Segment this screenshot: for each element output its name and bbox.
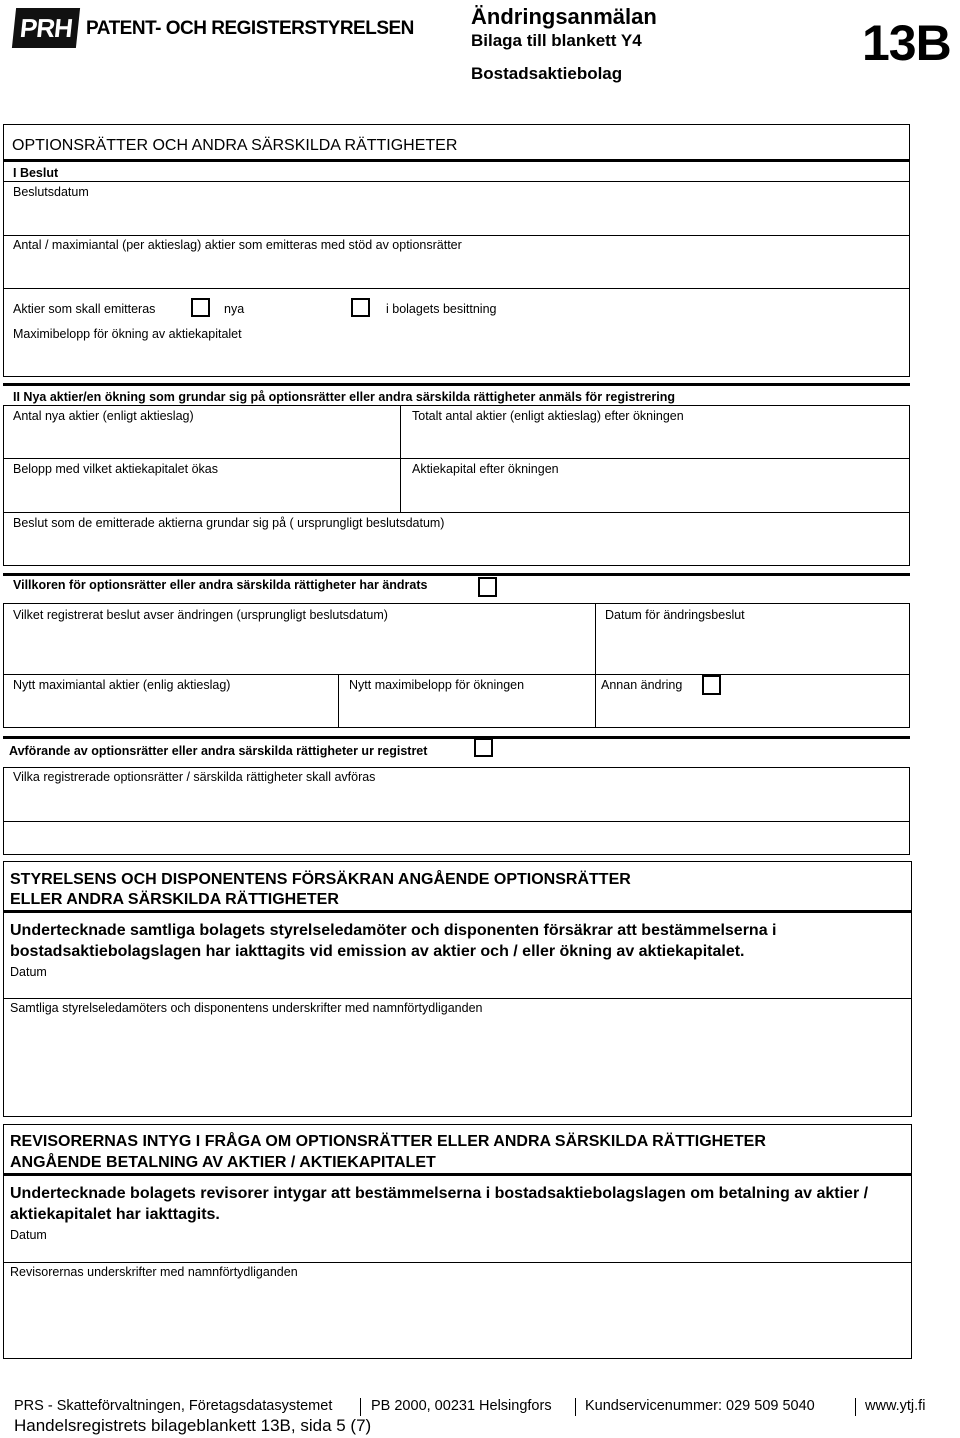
- prh-logo-mark: PRH: [12, 8, 80, 48]
- max-capital-label: Maximibelopp för ökning av aktiekapitalet: [13, 327, 242, 341]
- new-shares-frame: [3, 405, 910, 566]
- divider: [3, 573, 910, 576]
- divider: [595, 603, 596, 728]
- new-max-amount-label: Nytt maximibelopp för ökningen: [349, 678, 525, 692]
- divider: [3, 383, 910, 386]
- footer-separator: [855, 1398, 856, 1416]
- divider: [3, 512, 910, 513]
- decision-date-label: Beslutsdatum: [13, 185, 89, 199]
- decision-heading: I Beslut: [13, 166, 59, 180]
- auditors-signatures-label: Revisorernas underskrifter med namnförtydliganden: [10, 1265, 298, 1279]
- increase-amount-label: Belopp med vilket aktiekapitalet ökas: [13, 462, 218, 476]
- changes-heading: Villkoren för optionsrätter eller andra särskilda rättigheter har ändrats: [13, 578, 428, 592]
- prh-logo: [14, 6, 414, 52]
- shares-issued-label: Aktier som skall emitteras: [13, 302, 156, 316]
- company-owned-checkbox[interactable]: [351, 298, 370, 317]
- removal-which-label: Vilka registrerade optionsrätter / särskilda rättigheter skall avföras: [13, 770, 376, 784]
- form-title: Ändringsanmälan: [471, 4, 657, 29]
- board-signatures-label: Samtliga styrelseledamöters och disponentens underskrifter med namnförtydliganden: [10, 1001, 483, 1015]
- new-shares-heading: II Nya aktier/en ökning som grundar sig på optionsrätter eller andra särskilda rättigheter anmäls för registrering: [13, 390, 675, 404]
- footer-phone: Kundservicenummer: 029 509 5040: [585, 1398, 815, 1414]
- divider: [3, 998, 912, 999]
- new-max-shares-label: Nytt maximiantal aktier (enlig aktieslag): [13, 678, 231, 692]
- registered-decision-label: Vilket registrerat beslut avser ändringen (ursprungligt beslutsdatum): [13, 608, 388, 622]
- divider: [3, 1173, 912, 1176]
- form-code: 13B: [862, 15, 951, 71]
- change-date-label: Datum för ändringsbeslut: [605, 608, 745, 622]
- form-subtitle: Bilaga till blankett Y4: [471, 31, 642, 50]
- new-label: nya: [224, 302, 245, 316]
- divider: [3, 159, 910, 162]
- other-change-checkbox[interactable]: [702, 675, 721, 695]
- divider: [3, 1262, 912, 1263]
- footer-address: PB 2000, 00231 Helsingfors: [371, 1398, 552, 1414]
- footer-org: PRS - Skatteförvaltningen, Företagsdatasystemet: [14, 1398, 333, 1414]
- options-section-title: OPTIONSRÄTTER OCH ANDRA SÄRSKILDA RÄTTIGHETER: [12, 137, 458, 154]
- new-share-count-label: Antal nya aktier (enligt aktieslag): [13, 409, 194, 423]
- new-shares-checkbox[interactable]: [191, 298, 210, 317]
- footer-separator: [575, 1398, 576, 1416]
- terms-changed-checkbox[interactable]: [478, 577, 497, 597]
- auditors-statement: Undertecknade bolagets revisorer intygar att bestämmelserna i bostadsaktiebolagslagen om betalning av aktier / aktiekapitalet har iakttagits.: [10, 1185, 869, 1223]
- footer-web-link[interactable]: www.ytj.fi: [865, 1398, 926, 1414]
- removal-checkbox[interactable]: [474, 738, 493, 757]
- auditors-date-label: Datum: [10, 1228, 47, 1242]
- auditors-title-line1: REVISORERNAS INTYG I FRÅGA OM OPTIONSRÄTTER ELLER ANDRA SÄRSKILDA RÄTTIGHETER: [10, 1133, 766, 1150]
- company-type: Bostadsaktiebolag: [471, 64, 623, 83]
- basis-decision-label: Beslut som de emitterade aktierna grundar sig på ( ursprungligt beslutsdatum): [13, 516, 445, 530]
- capital-after-label: Aktiekapital efter ökningen: [412, 462, 559, 476]
- prh-logo-text: PATENT- OCH REGISTERSTYRELSEN: [86, 18, 414, 39]
- other-change-label: Annan ändring: [601, 678, 683, 692]
- divider: [3, 674, 910, 675]
- total-shares-label: Totalt antal aktier (enligt aktieslag) efter ökningen: [412, 409, 684, 423]
- footer-separator: [360, 1398, 361, 1416]
- divider: [3, 736, 910, 739]
- board-title-line1: STYRELSENS OCH DISPONENTENS FÖRSÄKRAN ANGÅENDE OPTIONSRÄTTER: [10, 871, 631, 888]
- board-title-line2: ELLER ANDRA SÄRSKILDA RÄTTIGHETER: [10, 891, 339, 908]
- max-shares-label: Antal / maximiantal (per aktieslag) aktier som emitteras med stöd av optionsrätter: [13, 238, 462, 252]
- divider: [3, 181, 910, 182]
- divider: [3, 910, 912, 913]
- auditors-title-line2: ANGÅENDE BETALNING AV AKTIER / AKTIEKAPITALET: [10, 1154, 436, 1171]
- divider: [3, 821, 910, 822]
- company-owned-label: i bolagets besittning: [386, 302, 497, 316]
- divider: [338, 674, 339, 728]
- removal-heading: Avförande av optionsrätter eller andra särskilda rättigheter ur registret: [9, 744, 428, 758]
- board-date-label: Datum: [10, 965, 47, 979]
- divider: [3, 235, 910, 236]
- footer-page-label: Handelsregistrets bilageblankett 13B, sida 5 (7): [14, 1416, 372, 1435]
- divider: [3, 288, 910, 289]
- board-statement: Undertecknade samtliga bolagets styrelseledamöter och disponenten försäkrar att bestämmelserna i bostadsaktiebolagslagen har iakttagits vid emission av aktier och / eller ökning av aktiekapitalet.: [10, 922, 777, 960]
- divider: [3, 458, 910, 459]
